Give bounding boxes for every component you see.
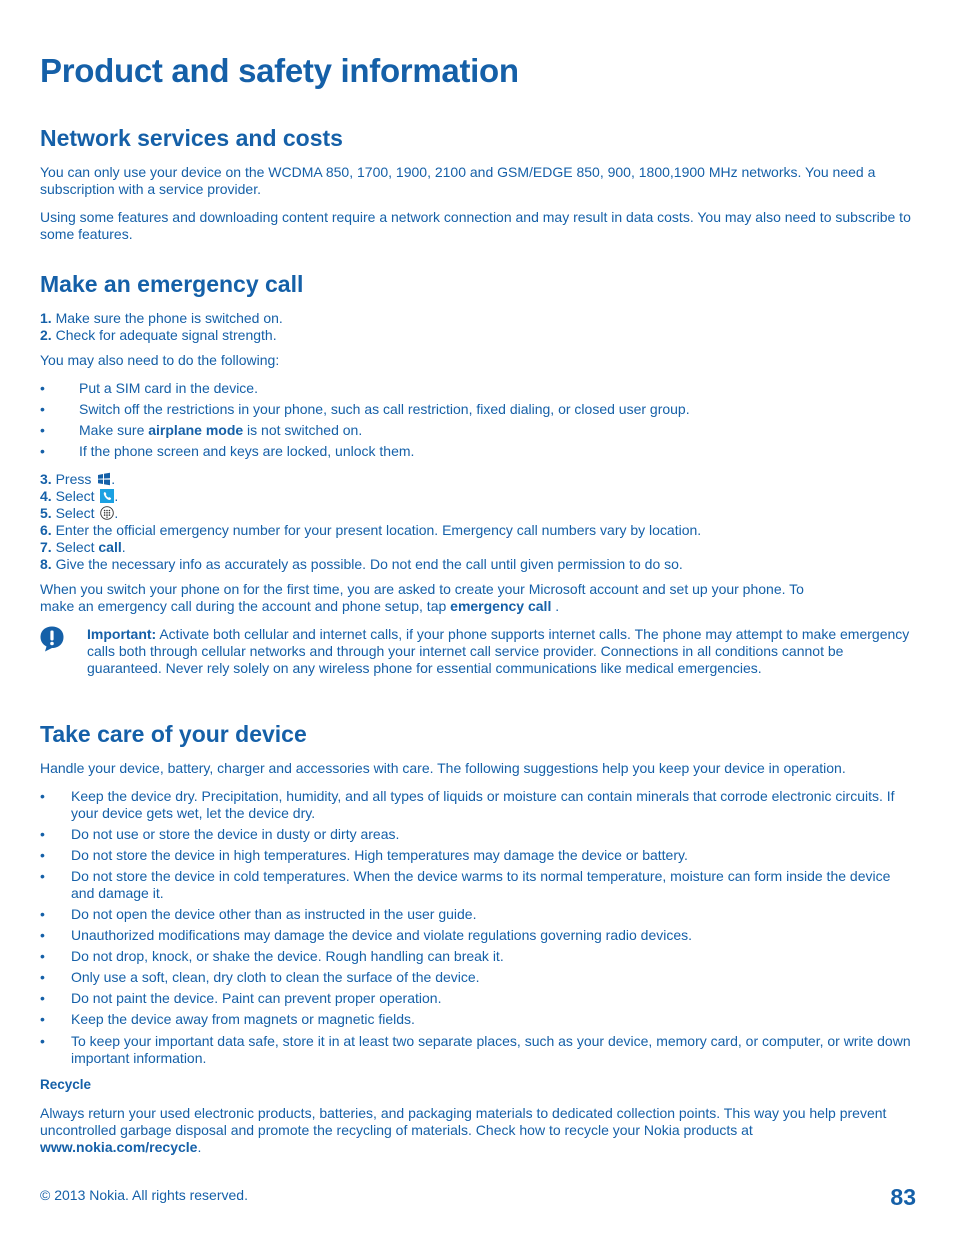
network-paragraph-1: You can only use your device on the WCDMA 850, 1700, 1900, 2100 and GSM/EDGE 850, 900, 1800,1900 MHz networks. You need a subscription with a service provider. [40, 164, 876, 197]
important-label: Important: [87, 626, 157, 642]
step-1: 1. Make sure the phone is switched on. [40, 310, 283, 326]
first-time-line-2: make an emergency call during the account and phone setup, tap emergency call . [40, 598, 560, 614]
heading-recycle: Recycle [40, 1077, 92, 1092]
keypad-icon [100, 506, 114, 520]
important-icon [40, 626, 64, 652]
also-need-text: You may also need to do the following: [40, 352, 280, 368]
phone-tile-icon [100, 489, 114, 503]
airplane-mode-label: airplane mode [148, 422, 244, 438]
recycle-link[interactable]: www.nokia.com/recycle [40, 1139, 198, 1155]
page-number: 83 [890, 1184, 916, 1210]
important-note: Important: Activate both cellular and internet calls, if your phone supports internet calls. The phone may attempt to make emergency calls both through cellular networks and through your internet call service provider. Connections in all conditions cannot be guaranteed. Never rely solely on any wireless phone for essential communications like medical emergencies. [87, 626, 910, 676]
step-4: 4. Select . [40, 488, 119, 504]
recycle-paragraph: Always return your used electronic products, batteries, and packaging materials to dedicated collection points. This way you help prevent uncontrolled garbage disposal and promote the recycling of materials. Check how to recycle your Nokia products at www.nokia.com/recycle. [40, 1105, 887, 1155]
step-8: 8. Give the necessary info as accurately as possible. Do not end the call until given permission to do so. [40, 556, 683, 572]
heading-emergency-call: Make an emergency call [40, 271, 304, 297]
step-7: 7. Select call. [40, 539, 126, 555]
windows-key-icon [97, 472, 111, 486]
heading-take-care: Take care of your device [40, 721, 307, 747]
heading-network-services: Network services and costs [40, 125, 343, 151]
first-time-line-1: When you switch your phone on for the first time, you are asked to create your Microsoft account and set up your phone. To [40, 581, 804, 597]
step-5: 5. Select . [40, 505, 119, 521]
step-3: 3. Press . [40, 471, 116, 487]
step-6: 6. Enter the official emergency number for your present location. Emergency call numbers vary by location. [40, 522, 702, 538]
copyright: © 2013 Nokia. All rights reserved. [40, 1187, 248, 1203]
step-2: 2. Check for adequate signal strength. [40, 327, 277, 343]
care-intro: Handle your device, battery, charger and accessories with care. The following suggestions help you keep your device in operation. [40, 760, 846, 776]
call-label: call [98, 539, 122, 555]
network-paragraph-2: Using some features and downloading content require a network connection and may result in data costs. You may also need to subscribe to some features. [40, 209, 911, 242]
emergency-call-label: emergency call [450, 598, 552, 614]
page-title: Product and safety information [40, 52, 519, 89]
